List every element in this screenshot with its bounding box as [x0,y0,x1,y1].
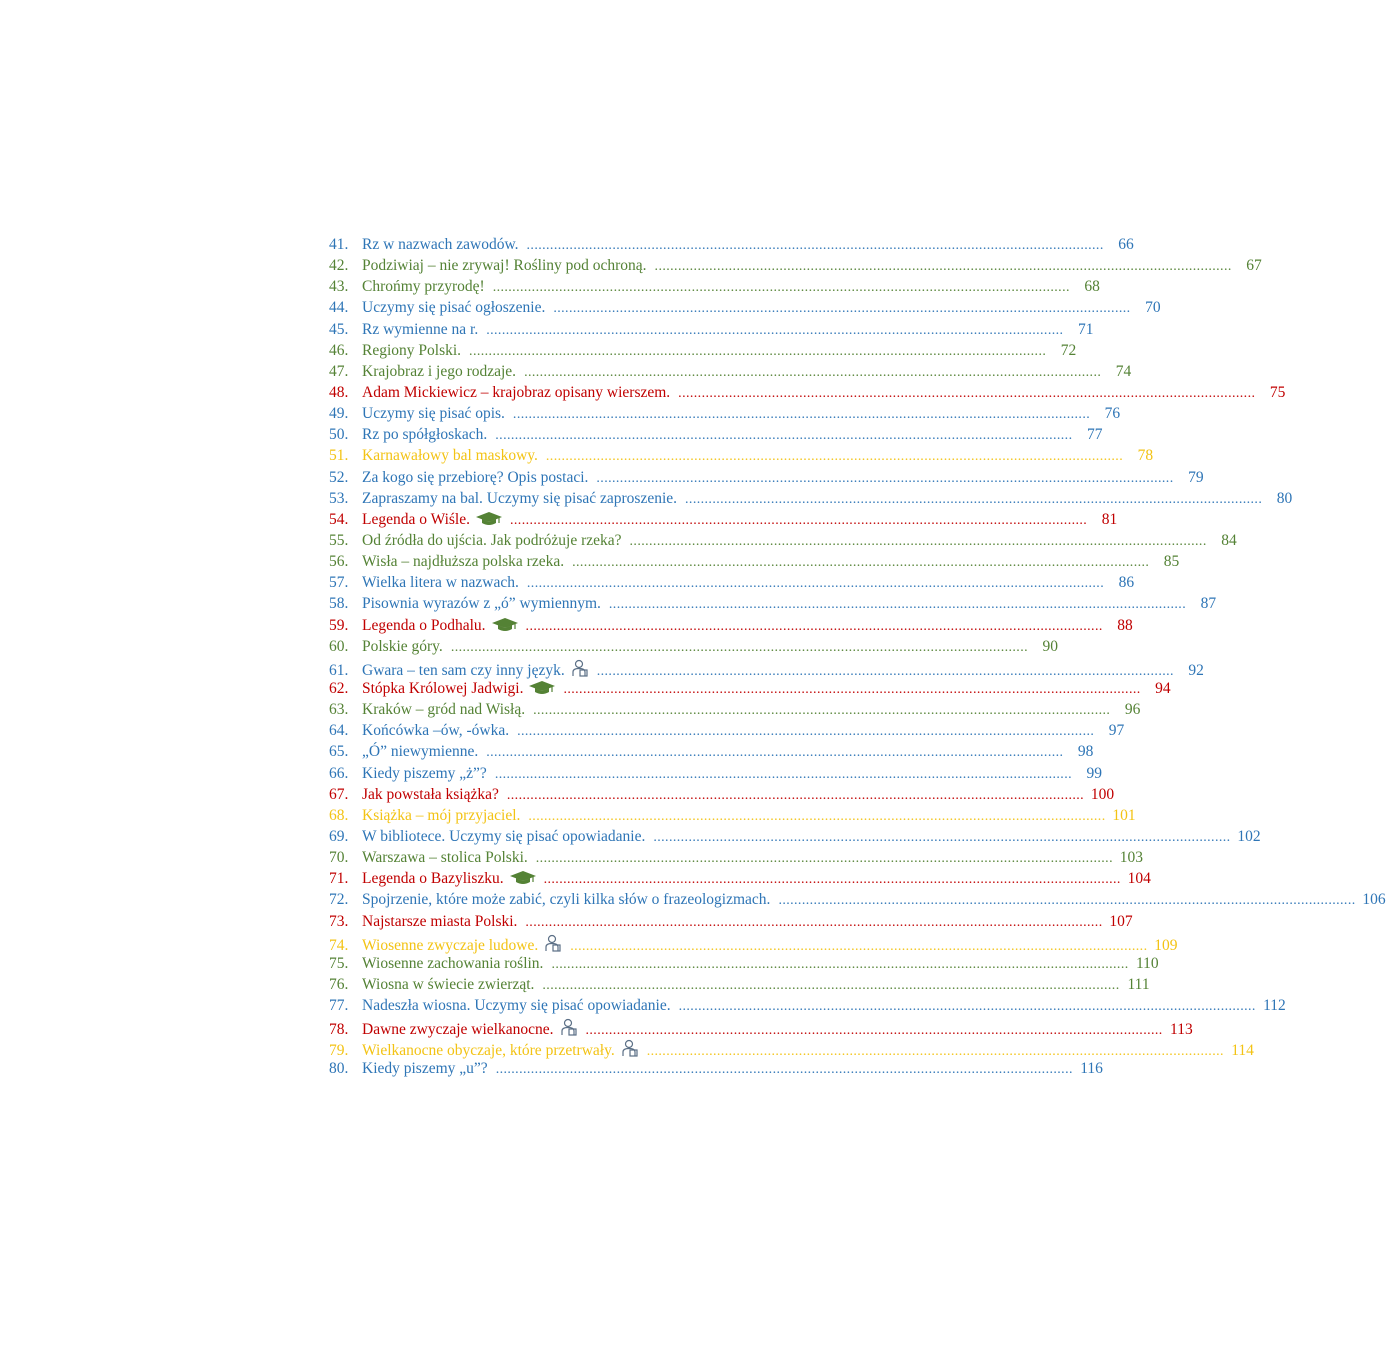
toc-entry-title: Uczymy się pisać ogłoszenie. [362,299,546,317]
dot-leader: .................................................................................................................................................... [570,938,1148,954]
toc-entry-page-number: 92 [1188,661,1204,679]
toc-entry-title: Regiony Polski. [362,341,462,359]
toc-entry-page-number: 78 [1137,447,1154,465]
toc-entry-number: 69. [329,827,349,845]
toc-entry [329,720,1125,741]
toc-entry [329,826,1261,847]
toc-entry [329,551,1180,572]
toc-entry-page-number: 98 [1077,743,1094,761]
toc-entry-title: Jak powstała książka? [362,785,499,803]
dot-leader: .................................................................................................................................................... [533,703,1111,719]
toc-entry [329,847,1143,868]
toc-entry [329,763,1103,784]
dot-leader: .................................................................................................................................................... [535,851,1113,867]
toc-entry-page-number: 77 [1086,426,1103,444]
graduation-cap-icon [492,617,518,638]
toc-entry-page-number: 112 [1263,997,1286,1015]
toc-entry-page-number: 74 [1115,362,1132,380]
dot-leader: .................................................................................................................................................... [526,238,1104,253]
toc-entry [329,1016,1193,1039]
toc-entry [329,319,1094,340]
toc-entry-title: Wiosenne zachowania roślin. [362,954,544,972]
toc-entry [329,467,1204,488]
toc-entry-number: 63. [329,701,349,719]
dot-leader: .................................................................................................................................................... [495,428,1073,444]
toc-entry [329,889,1386,910]
toc-entry-page-number: 75 [1269,383,1286,401]
toc-entry-page-number: 97 [1108,722,1125,740]
toc-entry-number: 62. [329,679,349,697]
toc-entry-number: 48. [329,383,349,401]
toc-entry-title: Rz wymienne na r. [362,320,479,338]
toc-entry-page-number: 111 [1127,975,1150,993]
toc-entry-title: Najstarsze miasta Polski. [362,912,518,930]
toc-entry [329,403,1121,424]
toc-entry-page-number: 71 [1077,320,1094,338]
toc-entry [329,276,1100,297]
dot-leader: .................................................................................................................................................... [543,872,1121,888]
toc-entry [329,382,1286,403]
toc-entry-title: Kiedy piszemy „ż”? [362,764,487,782]
toc-entry-page-number: 99 [1086,764,1103,782]
toc-entry [329,297,1161,318]
toc-entry [329,911,1133,932]
toc-entry-number: 66. [329,764,349,782]
dot-leader: .................................................................................................................................................... [528,808,1106,824]
dot-leader: .................................................................................................................................................... [526,576,1105,592]
toc-entry-page-number: 106 [1362,891,1386,909]
dot-leader: .................................................................................................................................................... [510,512,1088,528]
toc-entry-number: 58. [329,595,349,613]
toc-entry-title: Rz w nazwach zawodów. [362,236,519,253]
toc-entry-number: 52. [329,468,349,486]
toc-entry-title: Kraków – gród nad Wisłą. [362,701,526,719]
toc-entry-title: Wielkanocne obyczaje, które przetrwały. [362,1042,615,1060]
toc-entry [329,699,1141,720]
dot-leader: .................................................................................................................................................... [450,639,1029,655]
toc-entry-number: 42. [329,257,349,275]
dot-leader: .................................................................................................................................................... [653,829,1231,845]
toc-entry [329,974,1150,995]
toc-entry-number: 60. [329,637,349,655]
toc-entry-page-number: 116 [1080,1060,1103,1078]
dot-leader: .................................................................................................................................................... [654,259,1232,275]
dot-leader: .................................................................................................................................................... [551,956,1129,972]
dot-leader: .................................................................................................................................................... [563,681,1141,697]
toc-entry-number: 74. [329,936,349,954]
dot-leader: .................................................................................................................................................... [678,385,1256,401]
toc-entry-number: 78. [329,1021,349,1039]
toc-entry [329,1058,1103,1079]
toc-entry-number: 43. [329,278,349,296]
toc-entry-title: Wielka litera w nazwach. [362,574,519,592]
toc-entry-page-number: 90 [1042,637,1059,655]
toc-entry-title: Zapraszamy na bal. Uczymy się pisać zaproszenie. [362,489,678,507]
toc-entry-page-number: 114 [1231,1042,1254,1060]
toc-entry-page-number: 66 [1118,236,1134,253]
dot-leader: .................................................................................................................................................... [492,280,1070,296]
toc-entry-title: Stópka Królowej Jadwigi. [362,679,524,697]
toc-entry-page-number: 103 [1119,849,1143,867]
person-icon [544,934,562,958]
dot-leader: .................................................................................................................................................... [629,533,1207,549]
toc-entry-title: Za kogo się przebiorę? Opis postaci. [362,468,589,486]
toc-entry-title: Legenda o Wiśle. [362,510,470,528]
dot-leader: .................................................................................................................................................... [486,322,1064,338]
toc-entry-number: 44. [329,299,349,317]
toc-entry-number: 41. [329,236,349,253]
toc-entry [329,615,1133,636]
toc-entry [329,657,1204,679]
toc-entry-title: Krajobraz i jego rodzaje. [362,362,517,380]
person-icon [571,659,589,683]
dot-leader: .................................................................................................................................................... [553,301,1131,317]
toc-entry-title: Od źródła do ujścia. Jak podróżuje rzeka? [362,531,622,549]
toc-entry-page-number: 86 [1118,574,1135,592]
toc-entry-title: Legenda o Podhalu. [362,616,486,634]
toc-entry-page-number: 85 [1163,553,1180,571]
graduation-cap-icon [510,870,536,891]
dot-leader: .................................................................................................................................................... [572,555,1150,571]
dot-leader: .................................................................................................................................................... [486,745,1064,761]
toc-entry-number: 71. [329,870,349,888]
toc-entry-title: Spojrzenie, które może zabić, czyli kilka słów o frazeologizmach. [362,891,771,909]
toc-entry [329,445,1154,466]
toc-entry-number: 68. [329,806,349,824]
toc-entry-title: Polskie góry. [362,637,443,655]
toc-entry [329,678,1171,699]
toc-entry-title: Rz po spółgłoskach. [362,426,488,444]
toc-entry-page-number: 110 [1135,954,1159,972]
toc-entry [329,593,1217,614]
dot-leader: .................................................................................................................................................... [542,977,1120,993]
toc-entry-title: Książka – mój przyjaciel. [362,806,521,824]
dot-leader: .................................................................................................................................................... [608,597,1187,613]
toc-entry-title: Dawne zwyczaje wielkanocne. [362,1021,554,1039]
toc-entry-title: Końcówka –ów, -ówka. [362,722,510,740]
toc-entry-number: 54. [329,510,349,528]
toc-entry-title: Warszawa – stolica Polski. [362,849,528,867]
toc-entry-number: 45. [329,320,349,338]
toc-entry [329,572,1135,593]
toc-entry [329,488,1293,509]
person-icon [621,1039,639,1063]
toc-entry [329,234,1134,255]
dot-leader: .................................................................................................................................................... [517,724,1095,740]
toc-entry-number: 70. [329,849,349,867]
toc-entry-number: 59. [329,616,349,634]
toc-entry-page-number: 88 [1117,616,1133,634]
toc-entry-number: 53. [329,489,349,507]
toc-entry [329,741,1094,762]
toc-entry-number: 75. [329,954,349,972]
toc-entry [329,805,1136,826]
toc-entry [329,784,1115,805]
toc-entry-page-number: 81 [1101,510,1118,528]
toc-entry-title: Legenda o Bazyliszku. [362,870,504,888]
toc-entry-page-number: 100 [1090,785,1115,803]
toc-entry-number: 64. [329,722,349,740]
toc-entry-number: 80. [329,1060,349,1078]
toc-entry-number: 49. [329,405,349,423]
graduation-cap-icon [529,680,555,701]
toc-entry-title: Pisownia wyrazów z „ó” wymiennym. [362,595,601,613]
dot-leader: .................................................................................................................................................... [545,449,1124,465]
toc-entry-page-number: 68 [1084,278,1100,296]
toc-entry [329,1037,1254,1060]
toc-entry-title: W bibliotece. Uczymy się pisać opowiadanie. [362,827,646,845]
toc-entry-number: 73. [329,912,349,930]
toc-entry-title: Wiosna w świecie zwierząt. [362,975,535,993]
dot-leader: .................................................................................................................................................... [778,893,1356,909]
dot-leader: .................................................................................................................................................... [524,364,1102,380]
dot-leader: .................................................................................................................................................... [685,491,1263,507]
dot-leader: .................................................................................................................................................... [506,787,1085,803]
toc-entry-page-number: 107 [1109,912,1133,930]
toc-entry-title: Gwara – ten sam czy inny język. [362,661,565,679]
toc-entry-title: Kiedy piszemy „u”? [362,1060,488,1078]
toc-entry [329,995,1286,1016]
toc-entry-title: Karnawałowy bal maskowy. [362,447,538,465]
toc-entry-number: 55. [329,531,349,549]
toc-entry-number: 47. [329,362,349,380]
toc-entry-page-number: 84 [1221,531,1237,549]
toc-entry-title: „Ó” niewymienne. [362,743,479,761]
toc-entry-page-number: 96 [1124,701,1141,719]
toc-entry-number: 79. [329,1042,349,1060]
toc-entry-title: Chrońmy przyrodę! [362,278,485,296]
toc-entry-title: Podziwiaj – nie zrywaj! Rośliny pod ochroną. [362,257,647,275]
toc-entry-number: 77. [329,997,349,1015]
toc-entry-page-number: 70 [1145,299,1161,317]
dot-leader: .................................................................................................................................................... [585,1023,1163,1039]
toc-entry-number: 76. [329,975,349,993]
toc-entry-page-number: 76 [1104,405,1121,423]
dot-leader: .................................................................................................................................................... [494,766,1073,782]
toc-entry-page-number: 113 [1170,1021,1193,1039]
toc-entry-number: 46. [329,341,349,359]
dot-leader: .................................................................................................................................................... [678,999,1256,1015]
toc-entry [329,953,1159,974]
toc-entry-page-number: 94 [1155,679,1171,697]
toc-entry-number: 56. [329,553,349,571]
toc-entry-number: 51. [329,447,349,465]
toc-entry-title: Wiosenne zwyczaje ludowe. [362,936,539,954]
dot-leader: .................................................................................................................................................... [525,914,1103,930]
dot-leader: .................................................................................................................................................... [596,470,1174,486]
toc-entry [329,340,1077,361]
dot-leader: .................................................................................................................................................... [469,343,1047,359]
toc-entry-title: Uczymy się pisać opis. [362,405,505,423]
toc-entry-page-number: 72 [1060,341,1077,359]
dot-leader: .................................................................................................................................................... [646,1044,1224,1060]
toc-entry [329,932,1178,954]
toc-entry [329,361,1132,382]
toc-entry-title: Wisła – najdłuższa polska rzeka. [362,553,565,571]
toc-entry-title: Nadeszła wiosna. Uczymy się pisać opowiadanie. [362,997,671,1015]
toc-entry-number: 72. [329,891,349,909]
person-icon [560,1018,578,1042]
toc-entry-page-number: 104 [1127,870,1151,888]
toc-entry-title: Adam Mickiewicz – krajobraz opisany wierszem. [362,383,671,401]
toc-entry-number: 50. [329,426,349,444]
toc-entry-number: 67. [329,785,349,803]
toc-entry [329,424,1103,445]
table-of-contents [329,234,1386,1080]
toc-entry-number: 65. [329,743,349,761]
toc-entry [329,868,1151,889]
toc-entry-number: 57. [329,574,349,592]
toc-entry-page-number: 67 [1246,257,1262,275]
toc-entry-page-number: 101 [1112,806,1136,824]
toc-entry [329,255,1262,276]
toc-entry-page-number: 102 [1237,827,1261,845]
toc-entry [329,530,1237,551]
toc-entry-page-number: 109 [1154,936,1178,954]
toc-entry [329,509,1118,530]
toc-entry-page-number: 79 [1188,468,1204,486]
dot-leader: .................................................................................................................................................... [596,663,1174,679]
toc-entry-page-number: 80 [1276,489,1293,507]
toc-entry [329,636,1059,657]
dot-leader: .................................................................................................................................................... [525,618,1103,634]
dot-leader: .................................................................................................................................................... [495,1062,1073,1078]
graduation-cap-icon [476,511,502,532]
toc-entry-number: 61. [329,661,349,679]
toc-entry-page-number: 87 [1200,595,1217,613]
dot-leader: .................................................................................................................................................... [512,407,1091,423]
